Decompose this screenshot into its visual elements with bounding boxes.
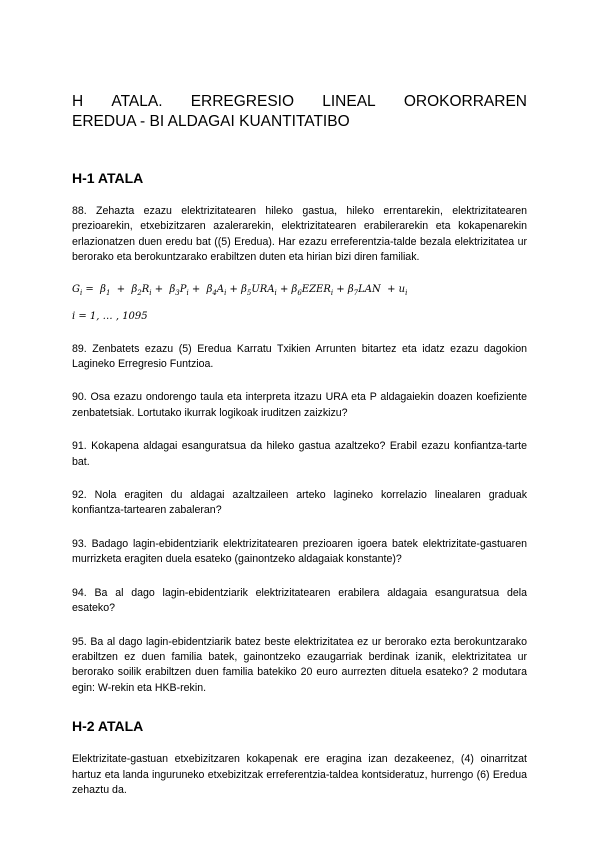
- question-92: 92. Nola eragiten du aldagai azaltzaileen arteko lagineko korrelazio linealaren graduak konfiantza-tartearen zabaleran?: [72, 489, 527, 517]
- question-90: 90. Osa ezazu ondorengo taula eta interpreta itzazu URA eta P aldagaiekin doazen koefiziente zenbatetsiak. Lortutako ikurrak logikoak iruditzen zaizkizu?: [72, 391, 527, 419]
- equation-line-1: $G_i = \beta_1 + \beta_2R_i + \beta_3P_i + \beta_4A_i + \beta_5URA_i$ + $\beta_6EZER_i + \beta_7LAN + u_i$: [72, 283, 408, 297]
- title-line-1: [72, 92, 527, 112]
- title-word: ATALA.: [111, 93, 163, 110]
- model-equation: [72, 282, 527, 324]
- title-word: ERREGRESIO: [190, 93, 295, 110]
- section-heading-h2: H-2 ATALA: [72, 718, 144, 735]
- title-word: H: [72, 93, 84, 110]
- question-91: 91. Kokapena aldagai esanguratsua da hileko gastua azaltzeko? Erabil ezazu konfiantza-tarte bat.: [72, 440, 527, 468]
- paragraph-h2-intro: Elektrizitate-gastuan etxebizitzaren kokapenak ere eragina izan dezakeenez, (4) oinarritzat hartuz eta landa inguruneko etxebizitzak erreferentzia-taldea kontsideratuz, hurrengo (6) Eredua zehaztu da.: [72, 753, 527, 796]
- question-93: 93. Badago lagin-ebidentziarik elektrizitatearen prezioaren igoera batek elektrizitate-gastuaren murrizketa eragiten duela esateko (gainontzeko aldagaiak konstante)?: [72, 537, 527, 566]
- title-word: LINEAL: [322, 93, 376, 110]
- document-page: [72, 92, 527, 798]
- equation-line-2: i = 1, … , 1095: [72, 310, 148, 322]
- question-94: 94. Ba al dago lagin-ebidentziarik elektrizitatearen erabilera aldagaia esanguratsua dela esateko?: [72, 586, 527, 615]
- document-title: [72, 92, 527, 132]
- question-89: 89. Zenbatets ezazu (5) Eredua Karratu Txikien Arrunten bitartez eta idatz ezazu dagokion Lagineko Erregresio Funtzioa.: [72, 342, 527, 371]
- title-line-2: EREDUA - BI ALDAGAI KUANTITATIBO: [72, 113, 350, 130]
- question-95: 95. Ba al dago lagin-ebidentziarik batez beste elektrizitatea ez ur berorako ezta berokuntzarako erabiltzen ez duen familia batek, gainontzeko ezaugarriak berdinak izanik, elektrizitatea ur berorako soilik erabiltzen duen familia batekiko 20 euro aurrezten dituela esateko? 2 modutara egin: W-rekin eta HKB-rekin.: [72, 635, 527, 694]
- section-heading-h1: H-1 ATALA: [72, 170, 144, 186]
- question-88: 88. Zehazta ezazu elektrizitatearen hileko gastua, hileko errentarekin, elektrizitatearen prezioarekin, etxebizitzaren azalerarekin, elektrizitatearen erabilerarekin eta kokapenarekin erlazionatzen duen eredu bat ((5) Eredua). Har ezazu erreferentzia-talde bezala elektrizitatea ur berorako eta berokuntzarako erabiltzen duten eta hirian bizi diren familiak.: [72, 205, 527, 264]
- title-word: OROKORRAREN: [403, 93, 527, 110]
